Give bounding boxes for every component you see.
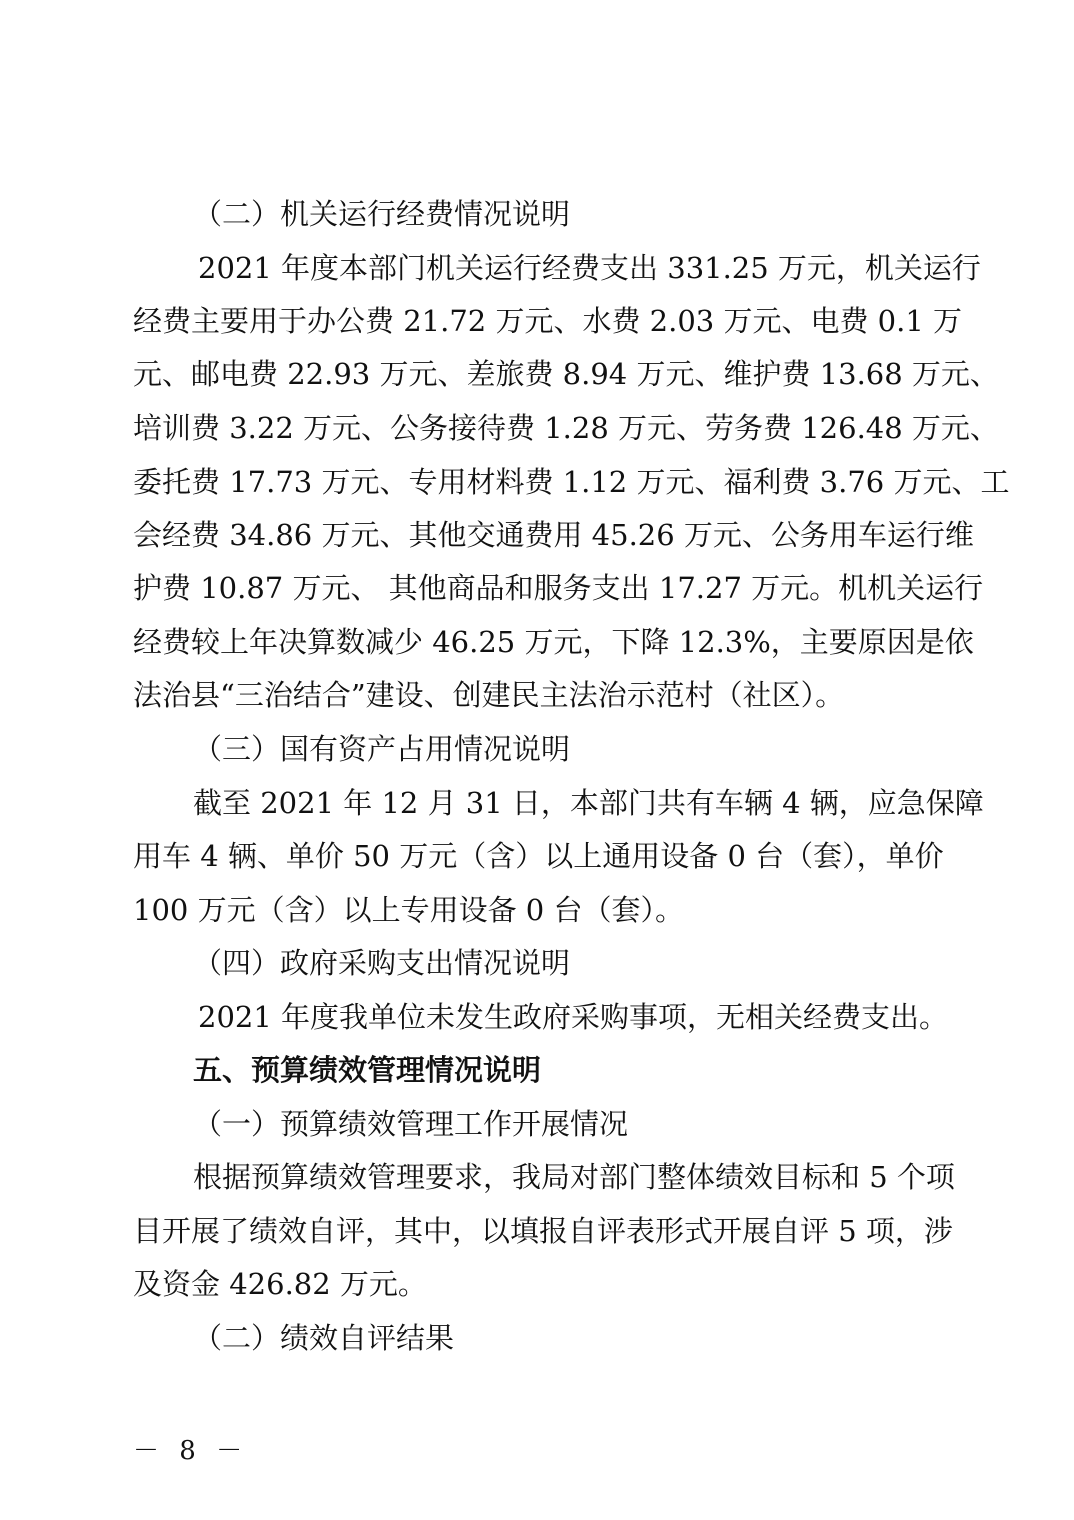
paragraph-line: 元、邮电费 22.93 万元、差旅费 8.94 万元、维护费 13.68 万元、 bbox=[133, 357, 999, 391]
paragraph-line: 及资金 426.82 万元。 bbox=[133, 1267, 427, 1301]
paragraph-line: 100 万元（含）以上专用设备 0 台（套）。 bbox=[133, 893, 684, 927]
paragraph-line: 护费 10.87 万元、 其他商品和服务支出 17.27 万元。机机关运行 bbox=[133, 571, 984, 605]
section-heading-5-1: （一）预算绩效管理工作开展情况 bbox=[193, 1107, 629, 1141]
paragraph-line: 截至 2021 年 12 月 31 日，本部门共有车辆 4 辆，应急保障 bbox=[193, 786, 984, 820]
paragraph-line: 法治县“三治结合”建设、创建民主法治示范村（社区）。 bbox=[133, 678, 845, 712]
paragraph-line: 目开展了绩效自评，其中，以填报自评表形式开展自评 5 项，涉 bbox=[133, 1214, 953, 1248]
paragraph-line: 经费主要用于办公费 21.72 万元、水费 2.03 万元、电费 0.1 万 bbox=[133, 304, 963, 338]
section-heading-5-2: （二）绩效自评结果 bbox=[193, 1321, 455, 1355]
section-heading-3: （三）国有资产占用情况说明 bbox=[193, 732, 571, 766]
paragraph-line: 培训费 3.22 万元、公务接待费 1.28 万元、劳务费 126.48 万元、 bbox=[133, 411, 999, 445]
paragraph-line: 2021 年度我单位未发生政府采购事项，无相关经费支出。 bbox=[198, 1000, 949, 1034]
paragraph-line: 用车 4 辆、单价 50 万元（含）以上通用设备 0 台（套），单价 bbox=[133, 839, 944, 873]
chapter-heading-5: 五、预算绩效管理情况说明 bbox=[193, 1053, 542, 1087]
paragraph-line: 根据预算绩效管理要求，我局对部门整体绩效目标和 5 个项 bbox=[193, 1160, 955, 1194]
section-heading-4: （四）政府采购支出情况说明 bbox=[193, 946, 571, 980]
paragraph-line: 2021 年度本部门机关运行经费支出 331.25 万元，机关运行 bbox=[198, 251, 981, 285]
page-number: － 8 － bbox=[133, 1436, 249, 1466]
paragraph-line: 委托费 17.73 万元、专用材料费 1.12 万元、福利费 3.76 万元、工 bbox=[133, 465, 1010, 499]
paragraph-line: 经费较上年决算数减少 46.25 万元，下降 12.3%，主要原因是依 bbox=[133, 625, 974, 659]
paragraph-line: 会经费 34.86 万元、其他交通费用 45.26 万元、公务用车运行维 bbox=[133, 518, 974, 552]
section-heading-2: （二）机关运行经费情况说明 bbox=[193, 197, 571, 231]
